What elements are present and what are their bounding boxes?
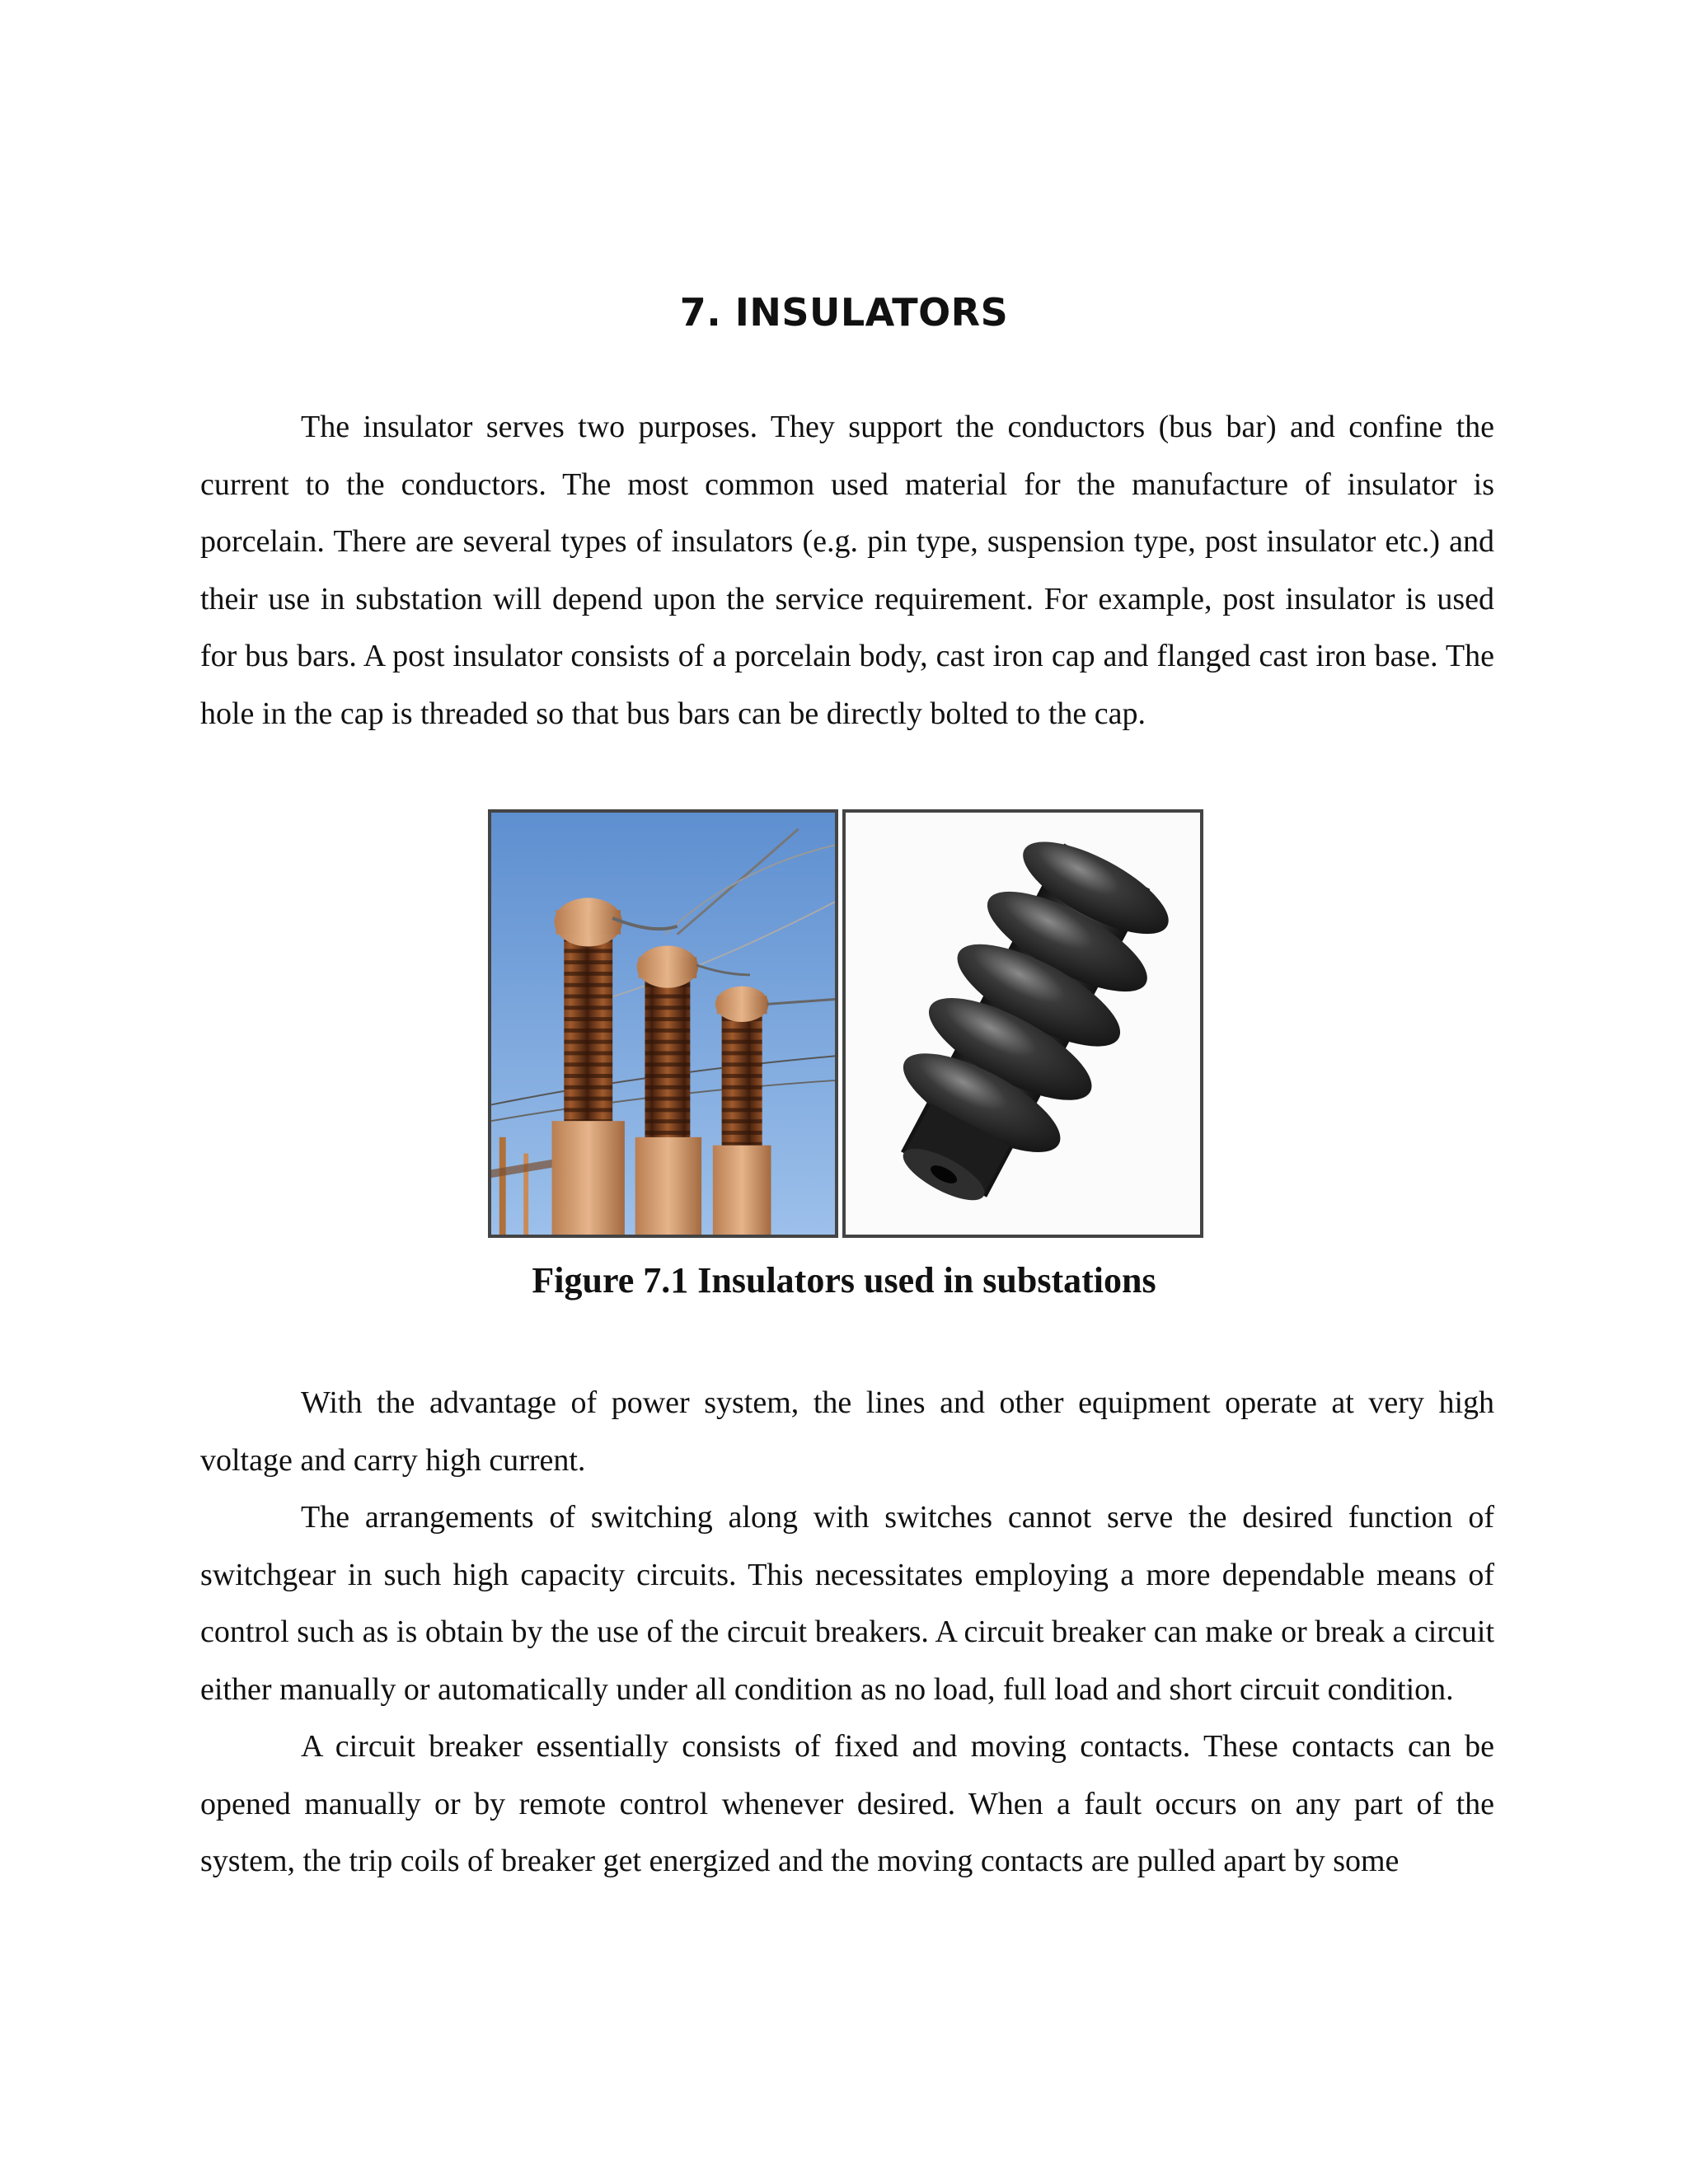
paragraph: With the advantage of power system, the lines and other equipment operate at very high voltage and carry high current.: [200, 1385, 1494, 1478]
paragraph: A circuit breaker essentially consists of fixed and moving contacts. These contacts can be opened manually or by remote control whenever desired. When a fault occurs on any part of the system, the trip coils of breaker get energized and the moving contacts are pulled apart by some: [200, 1729, 1494, 1878]
black-insulator-photo: [842, 809, 1203, 1238]
figure-caption: Figure 7.1 Insulators used in substations: [532, 1260, 1156, 1301]
body-text-block: [200, 1375, 1494, 1891]
intro-text-block: [200, 399, 1494, 743]
paragraph: The arrangements of switching along with switches cannot serve the desired function of switchgear in such high capacity circuits. This necessitates employing a more dependable means of control such as is obtain by the use of the circuit breakers. A circuit breaker can make or break a circuit either manually or automatically under all condition as no load, full load and short circuit condition.: [200, 1500, 1494, 1707]
paragraph: The insulator serves two purposes. They support the conductors (bus bar) and confine the current to the conductors. The most common used material for the manufacture of insulator is porcelain. There are several types of insulators (e.g. pin type, suspension type, post insulator etc.) and their use in substation will depend upon the service requirement. For example, post insulator is used for bus bars. A post insulator consists of a porcelain body, cast iron cap and flanged cast iron base. The hole in the cap is threaded so that bus bars can be directly bolted to the cap.: [200, 410, 1494, 731]
substation-post-insulators-photo: [488, 809, 838, 1238]
figure-7-1: [488, 809, 1203, 1238]
section-title: 7. INSULATORS: [679, 290, 1009, 335]
